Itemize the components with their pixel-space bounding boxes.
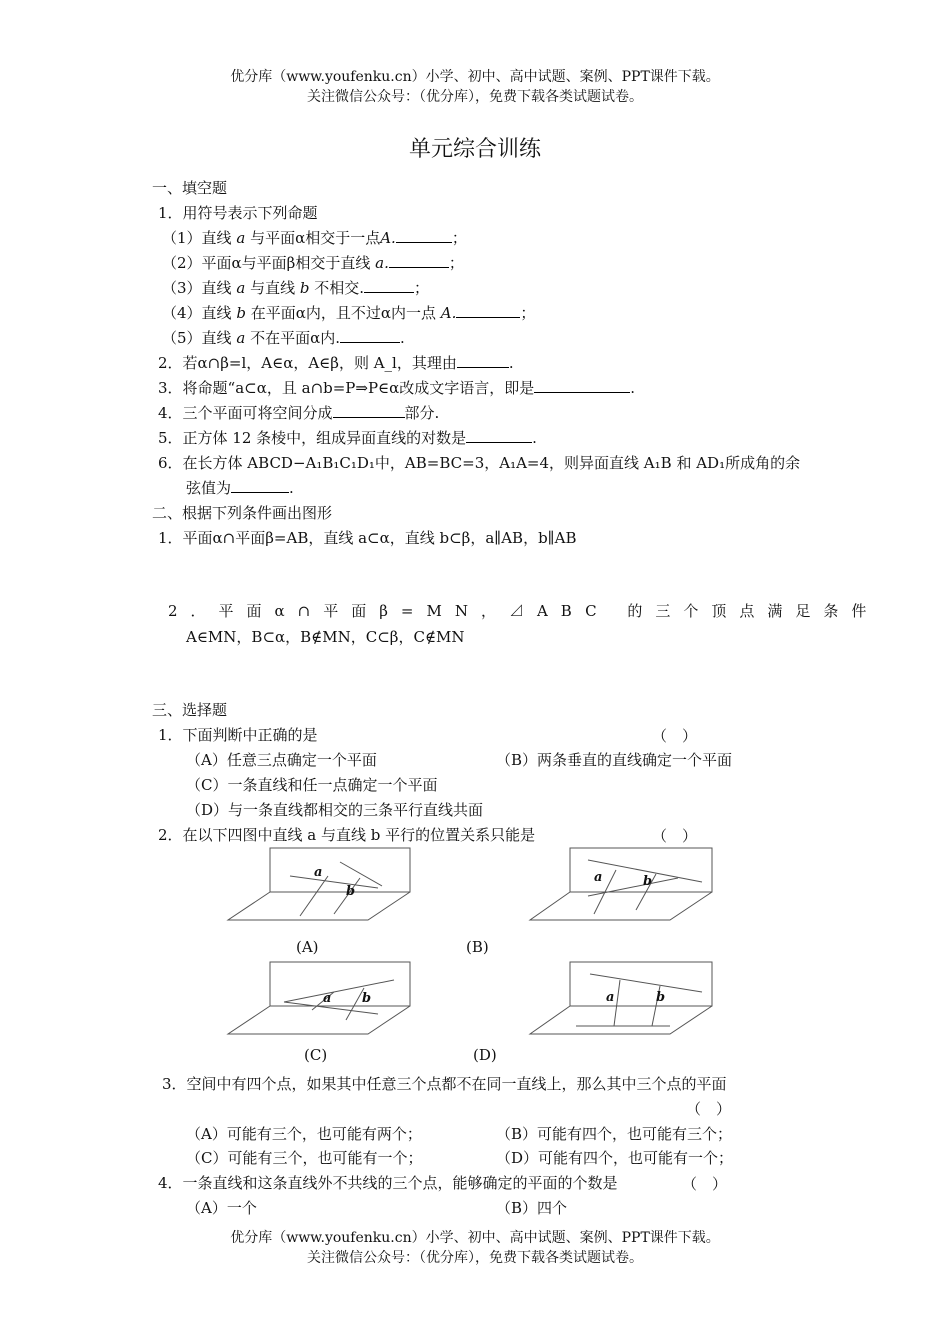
- mc-q3-option-d[interactable]: （D）可能有四个，也可能有一个；: [496, 1149, 734, 1167]
- answer-blank[interactable]: [466, 428, 532, 443]
- q1-stem: 1．用符号表示下列命题: [158, 204, 318, 222]
- label-b: b: [643, 874, 653, 889]
- q6-line-1: 6．在长方体 ABCD−A₁B₁C₁D₁中，AB=BC=3，A₁A=4，则异面直线 A₁B 和 AD₁所成角的余: [158, 454, 801, 472]
- mc-q1-option-c[interactable]: （C）一条直线和任一点确定一个平面: [186, 776, 438, 794]
- mc-q3-option-c[interactable]: （C）可能有三个，也可能有一个；: [186, 1149, 423, 1167]
- q2: 2．若α∩β=l，A∈α，A∈β，则 A_l，其理由 .: [158, 354, 514, 372]
- figure-b-label: (B): [466, 938, 489, 956]
- label-a: a: [314, 865, 323, 880]
- mc-q4: 4．一条直线和这条直线外不共线的三个点，能够确定的平面的个数是: [158, 1174, 618, 1192]
- section-1-heading: 一、填空题: [152, 179, 228, 197]
- section-2-heading: 二、根据下列条件画出图形: [152, 504, 333, 522]
- figure-d-label: (D): [473, 1046, 497, 1064]
- mc-q3-option-b[interactable]: （B）可能有四个，也可能有三个；: [496, 1125, 733, 1143]
- mc-q2: 2．在以下四图中直线 a 与直线 b 平行的位置关系只能是: [158, 826, 536, 844]
- answer-blank[interactable]: [456, 303, 520, 318]
- figure-a[interactable]: [228, 848, 413, 923]
- answer-blank[interactable]: [340, 328, 400, 343]
- figure-b[interactable]: [530, 848, 715, 923]
- answer-paren[interactable]: （ ）: [652, 727, 698, 745]
- label-a: a: [606, 990, 615, 1005]
- answer-blank[interactable]: [396, 228, 452, 243]
- mc-q4-option-a[interactable]: （A）一个: [186, 1199, 257, 1217]
- mc-q1-option-d[interactable]: （D）与一条直线都相交的三条平行直线共面: [186, 801, 484, 819]
- q3: 3．将命题“a⊂α，且 a∩b=P⇒P∈α改成文字语言，即是 .: [158, 379, 636, 397]
- header-line-1: 优分库（www.youfenku.cn）小学、初中、高中试题、案例、PPT课件下载。: [230, 69, 720, 85]
- footer-line-1: 优分库（www.youfenku.cn）小学、初中、高中试题、案例、PPT课件下载。: [230, 1230, 720, 1246]
- label-b: b: [656, 990, 666, 1005]
- answer-blank[interactable]: [389, 253, 449, 268]
- mc-q1-option-a[interactable]: （A）任意三点确定一个平面: [186, 751, 377, 769]
- q1-item-2: （2）平面α与平面β相交于直线 a. ；: [162, 254, 464, 272]
- label-b: b: [346, 884, 356, 899]
- answer-blank[interactable]: [457, 353, 509, 368]
- figure-c-label: (C): [304, 1046, 328, 1064]
- label-a: a: [323, 991, 332, 1006]
- mc-q4-option-b[interactable]: （B）四个: [496, 1199, 568, 1217]
- footer-line-2: 关注微信公众号：（优分库），免费下载各类试题试卷。: [307, 1250, 643, 1266]
- answer-blank[interactable]: [364, 278, 414, 293]
- q1-item-1: （1）直线 a 与平面α相交于一点A. ；: [162, 229, 467, 247]
- draw-q2-line-1: 2．平面α∩平面β=MN，⊿ABC 的三个顶点满足条件: [168, 602, 880, 620]
- q6-line-2: 弦值为 .: [186, 479, 294, 497]
- label-b: b: [362, 991, 372, 1006]
- q1-item-5: （5）直线 a 不在平面α内. .: [162, 329, 405, 347]
- answer-paren[interactable]: （ ）: [652, 827, 698, 845]
- q5: 5．正方体 12 条棱中，组成异面直线的对数是 .: [158, 429, 537, 447]
- figure-d[interactable]: [530, 962, 715, 1037]
- draw-q2-line-2: A∈MN，B⊂α，B∉MN，C⊂β，C∉MN: [186, 628, 465, 646]
- header-line-2: 关注微信公众号：（优分库），免费下载各类试题试卷。: [307, 89, 643, 105]
- answer-blank[interactable]: [534, 378, 630, 393]
- q1-item-3: （3）直线 a 与直线 b 不相交. ；: [162, 279, 430, 297]
- figure-c[interactable]: [228, 962, 413, 1037]
- answer-blank[interactable]: [231, 478, 289, 493]
- answer-paren[interactable]: （ ）: [686, 1100, 732, 1118]
- mc-q1: 1．下面判断中正确的是: [158, 726, 318, 744]
- q1-item-4: （4）直线 b 在平面α内，且不过α内一点 A. ；: [162, 304, 536, 322]
- answer-paren[interactable]: （ ）: [682, 1175, 728, 1193]
- mc-q3: 3．空间中有四个点，如果其中任意三个点都不在同一直线上，那么其中三个点的平面: [162, 1075, 727, 1093]
- label-a: a: [594, 870, 603, 885]
- draw-q1: 1．平面α∩平面β=AB，直线 a⊂α，直线 b⊂β，a∥AB，b∥AB: [158, 529, 577, 547]
- answer-blank[interactable]: [333, 403, 405, 418]
- section-3-heading: 三、选择题: [152, 701, 228, 719]
- page-title: 单元综合训练: [408, 137, 541, 162]
- mc-q1-option-b[interactable]: （B）两条垂直的直线确定一个平面: [496, 751, 733, 769]
- figure-a-label: (A): [296, 938, 319, 956]
- q4: 4．三个平面可将空间分成 部分.: [158, 404, 440, 422]
- mc-q3-option-a[interactable]: （A）可能有三个，也可能有两个；: [186, 1125, 422, 1143]
